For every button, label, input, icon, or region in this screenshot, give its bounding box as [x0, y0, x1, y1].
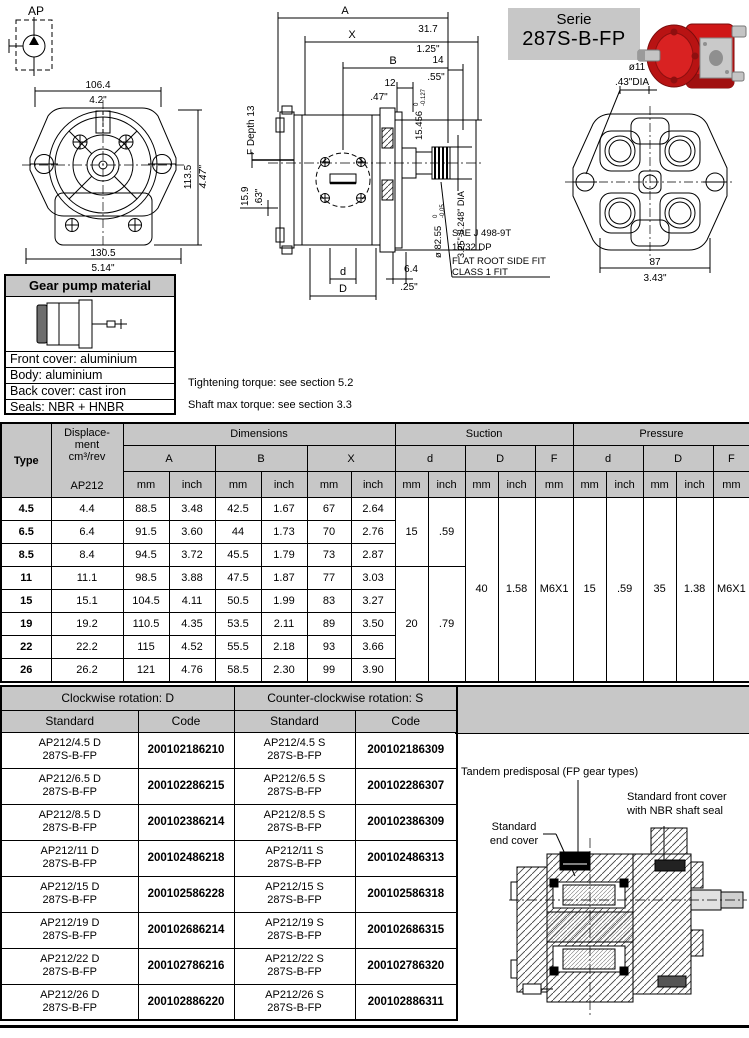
material-box [4, 274, 176, 415]
unit-cell: mm [573, 472, 606, 498]
type-cell: 26 [1, 659, 51, 682]
table-row [1, 840, 457, 876]
dim-cell: 1.79 [261, 544, 307, 567]
disp-line-3: cm³/rev [68, 451, 106, 463]
dim-12-in: .47" [370, 92, 388, 103]
front-width-in: 4.2" [89, 95, 107, 106]
standard-ccw-cell: AP212/19 S 287S-B-FP [234, 912, 355, 948]
unit-cell: mm [215, 472, 261, 498]
dim-cell: 2.87 [351, 544, 395, 567]
dim-cell: 19.2 [51, 613, 123, 636]
col-header-X: X [307, 445, 395, 472]
col-header-suction-d: d [395, 445, 465, 472]
table-row [1, 984, 457, 1020]
standard-cw-cell: AP212/8.5 D 287S-B-FP [1, 804, 138, 840]
code-ccw-cell: 200102386309 [355, 804, 457, 840]
unit-cell: inch [261, 472, 307, 498]
type-cell: 11 [1, 567, 51, 590]
dim-cell: 83 [307, 590, 351, 613]
suction-D-in: 1.58 [498, 498, 535, 682]
dim-x-label: X [348, 29, 356, 41]
dim-cell: 4.52 [169, 636, 215, 659]
dim-14-mm: 14 [432, 55, 444, 66]
unit-cell: mm [123, 472, 169, 498]
dim-cell: 3.48 [169, 498, 215, 521]
dim-317-mm: 31.7 [418, 24, 438, 35]
standard-ccw-cell: AP212/11 S 287S-B-FP [234, 840, 355, 876]
code-ccw-cell: 200102186309 [355, 732, 457, 768]
standard-cw-cell: AP212/26 D 287S-B-FP [1, 984, 138, 1020]
material-body: Body: aluminium [6, 368, 174, 384]
dim-cell: 2.76 [351, 521, 395, 544]
ap-symbol-label: AP [28, 4, 45, 18]
material-seals: Seals: NBR + HNBR [10, 400, 125, 414]
code-cw-cell: 200102586228 [138, 876, 234, 912]
dim-cell: 91.5 [123, 521, 169, 544]
table-row [1, 498, 749, 521]
pump-symbol-lines [9, 17, 52, 76]
dim-cell: 50.5 [215, 590, 261, 613]
col-header-pressure-d: d [573, 445, 643, 472]
note-shaft-torque: Shaft max torque: see section 3.3 [188, 399, 352, 411]
disp-model: AP212 [70, 480, 104, 492]
table-row [1, 876, 457, 912]
standard-ccw-cell: AP212/26 S 287S-B-FP [234, 984, 355, 1020]
header-code-cw: Code [138, 710, 234, 732]
dim-cell: 3.03 [351, 567, 395, 590]
dim-D-label: D [339, 283, 347, 295]
shaft-tol-lo: -0.127 [421, 88, 427, 106]
dim-cell: 67 [307, 498, 351, 521]
dim-cell: 42.5 [215, 498, 261, 521]
dim-cell: 70 [307, 521, 351, 544]
dim-cell: 55.5 [215, 636, 261, 659]
dim-cell: 3.27 [351, 590, 395, 613]
dim-cell: 2.64 [351, 498, 395, 521]
dim-cell: 1.99 [261, 590, 307, 613]
dim-cell: 8.4 [51, 544, 123, 567]
unit-cell: mm [535, 472, 573, 498]
col-header-type: Type [1, 423, 51, 498]
code-cw-cell: 200102486218 [138, 840, 234, 876]
code-ccw-cell: 200102786320 [355, 948, 457, 984]
front-height-mm: 113.5 [183, 164, 194, 190]
code-ccw-cell: 200102486313 [355, 840, 457, 876]
rotation-header-filler [455, 685, 749, 734]
unit-cell: mm [307, 472, 351, 498]
tandem-title: Tandem predisposal (FP gear types) [461, 766, 639, 778]
pressure-d-mm: 15 [573, 498, 606, 682]
suction-d-mm-upper: 15 [395, 498, 428, 567]
standard-cw-cell: AP212/22 D 287S-B-FP [1, 948, 138, 984]
code-cw-cell: 200102686214 [138, 912, 234, 948]
col-header-A: A [123, 445, 215, 472]
table-row [1, 948, 457, 984]
dim-cell: 3.66 [351, 636, 395, 659]
standard-ccw-cell: AP212/15 S 287S-B-FP [234, 876, 355, 912]
dim-cell: 3.88 [169, 567, 215, 590]
col-header-B: B [215, 445, 307, 472]
pressure-F: M6X1 [713, 498, 749, 682]
dim-cell: 121 [123, 659, 169, 682]
col-header-suction-F: F [535, 445, 573, 472]
table-row [1, 912, 457, 948]
unit-cell: inch [606, 472, 643, 498]
front-height-in: 4.47" [198, 165, 209, 189]
dim-a-label: A [341, 5, 349, 17]
dim-cell: 1.87 [261, 567, 307, 590]
front-width-mm: 106.4 [85, 80, 111, 91]
rear-width-mm: 87 [649, 257, 661, 268]
group-header-suction: Suction [395, 423, 573, 445]
code-cw-cell: 200102386214 [138, 804, 234, 840]
code-cw-cell: 200102186210 [138, 732, 234, 768]
dim-cell: 98.5 [123, 567, 169, 590]
pilot-tol-hi: 0 [433, 214, 439, 218]
header-standard-cw: Standard [1, 710, 138, 732]
dim-cell: 3.50 [351, 613, 395, 636]
pressure-D-in: 1.38 [676, 498, 713, 682]
sae-line-3: FLAT ROOT SIDE FIT [452, 256, 546, 267]
code-ccw-cell: 200102286307 [355, 768, 457, 804]
ap-hydraulic-symbol [6, 2, 68, 90]
f-depth-label: F Depth 13 [246, 105, 257, 155]
standard-cw-cell: AP212/6.5 D 287S-B-FP [1, 768, 138, 804]
rear-hole-mm: ø11 [628, 62, 646, 73]
standard-ccw-cell: AP212/6.5 S 287S-B-FP [234, 768, 355, 804]
header-counter-clockwise: Counter-clockwise rotation: S [234, 686, 457, 710]
series-code: 287S-B-FP [522, 28, 626, 50]
dim-cell: 3.90 [351, 659, 395, 682]
standard-ccw-cell: AP212/22 S 287S-B-FP [234, 948, 355, 984]
material-box-title: Gear pump material [6, 276, 174, 297]
pilot-dia-in: 3.25"-3.248" DIA [456, 191, 466, 258]
dim-cell: 6.4 [51, 521, 123, 544]
tandem-end-cover-label: Standard end cover [489, 821, 539, 847]
dim-cell: 15.1 [51, 590, 123, 613]
dim-cell: 2.30 [261, 659, 307, 682]
header-clockwise: Clockwise rotation: D [1, 686, 234, 710]
dim-d-label: d [339, 266, 347, 278]
suction-d-in-upper: .59 [428, 498, 465, 567]
front-view-drawing [18, 78, 230, 290]
sae-line-2: 16/32 DP [452, 242, 492, 253]
code-cw-cell: 200102786216 [138, 948, 234, 984]
dim-cell: 3.72 [169, 544, 215, 567]
dim-cell: 58.5 [215, 659, 261, 682]
suction-d-in-lower: .79 [428, 567, 465, 682]
dim-64-mm: 6.4 [404, 264, 418, 275]
col-header-pressure-F: F [713, 445, 749, 472]
standard-cw-cell: AP212/11 D 287S-B-FP [1, 840, 138, 876]
table-row [1, 768, 457, 804]
unit-cell: inch [169, 472, 215, 498]
pressure-d-in: .59 [606, 498, 643, 682]
pilot-tol-lo: -0.05 [440, 204, 446, 218]
dim-cell: 4.4 [51, 498, 123, 521]
unit-cell: mm [395, 472, 428, 498]
dim-cell: 44 [215, 521, 261, 544]
dim-cell: 104.5 [123, 590, 169, 613]
disp-line-1: Displace- [64, 427, 110, 439]
pressure-D-mm: 35 [643, 498, 676, 682]
material-box-image [6, 297, 174, 352]
dim-cell: 1.73 [261, 521, 307, 544]
col-header-pressure-D: D [643, 445, 713, 472]
dim-cell: 93 [307, 636, 351, 659]
unit-cell: inch [428, 472, 465, 498]
dim-64-in: .25" [400, 282, 418, 293]
unit-cell: inch [676, 472, 713, 498]
shaft-tol-hi: 0 [414, 102, 420, 106]
type-cell: 19 [1, 613, 51, 636]
rotation-code-table [0, 685, 458, 1021]
type-cell: 4.5 [1, 498, 51, 521]
standard-ccw-cell: AP212/8.5 S 287S-B-FP [234, 804, 355, 840]
note-tightening-torque: Tightening torque: see section 5.2 [188, 377, 354, 389]
dim-cell: 4.35 [169, 613, 215, 636]
type-cell: 8.5 [1, 544, 51, 567]
material-front-cover: Front cover: aluminium [6, 352, 174, 368]
unit-cell: mm [465, 472, 498, 498]
dim-cell: 11.1 [51, 567, 123, 590]
col-header-suction-D: D [465, 445, 535, 472]
dim-12-mm: 12 [384, 78, 396, 89]
dim-b-label: B [389, 55, 397, 67]
group-header-dimensions: Dimensions [123, 423, 395, 445]
pump-side-icon [15, 299, 165, 349]
front-view-lines [22, 87, 202, 264]
tandem-front-cover-label: Standard front cover with NBR shaft seal [627, 791, 727, 817]
suction-D-mm: 40 [465, 498, 498, 682]
dim-cell: 4.76 [169, 659, 215, 682]
dim-cell: 4.11 [169, 590, 215, 613]
dim-cell: 2.18 [261, 636, 307, 659]
dim-cell: 99 [307, 659, 351, 682]
dim-cell: 73 [307, 544, 351, 567]
dim-cell: 2.11 [261, 613, 307, 636]
code-cw-cell: 200102886220 [138, 984, 234, 1020]
code-ccw-cell: 200102886311 [355, 984, 457, 1020]
col-header-displacement [51, 423, 123, 498]
unit-cell: mm [713, 472, 749, 498]
group-header-pressure: Pressure [573, 423, 749, 445]
rear-width-in: 3.43" [643, 273, 667, 284]
type-cell: 6.5 [1, 521, 51, 544]
dim-cell: 47.5 [215, 567, 261, 590]
rear-view-drawing [545, 46, 749, 292]
standard-cw-cell: AP212/19 D 287S-B-FP [1, 912, 138, 948]
code-ccw-cell: 200102686315 [355, 912, 457, 948]
bottom-rule [0, 1025, 749, 1028]
shaft-dia-mm: 15.456 [414, 110, 425, 140]
dim-159-mm: 15.9 [240, 186, 251, 206]
dim-cell: 110.5 [123, 613, 169, 636]
dim-cell: 88.5 [123, 498, 169, 521]
dim-cell: 94.5 [123, 544, 169, 567]
material-back-cover: Back cover: cast iron [6, 384, 174, 400]
dim-cell: 77 [307, 567, 351, 590]
type-cell: 22 [1, 636, 51, 659]
disp-line-2: ment [74, 439, 100, 451]
dim-cell: 53.5 [215, 613, 261, 636]
header-code-ccw: Code [355, 710, 457, 732]
standard-ccw-cell: AP212/4.5 S 287S-B-FP [234, 732, 355, 768]
standard-cw-cell: AP212/4.5 D 287S-B-FP [1, 732, 138, 768]
table-row [1, 732, 457, 768]
rear-view-lines [565, 86, 735, 273]
series-label: Serie [556, 11, 592, 28]
dim-cell: 115 [123, 636, 169, 659]
front-base-in: 5.14" [91, 263, 115, 274]
unit-cell: inch [498, 472, 535, 498]
dimensions-table [0, 422, 749, 683]
dim-cell: 22.2 [51, 636, 123, 659]
dim-317-in: 1.25" [416, 44, 440, 55]
type-cell: 15 [1, 590, 51, 613]
standard-cw-cell: AP212/15 D 287S-B-FP [1, 876, 138, 912]
dim-159-in: .63" [254, 188, 265, 206]
rear-hole-in: .43"DIA [614, 77, 650, 88]
table-row [1, 804, 457, 840]
sae-line-1: SAE J 498-9T [452, 228, 512, 239]
flow-arrow [29, 36, 39, 45]
dim-cell: 1.67 [261, 498, 307, 521]
pilot-dia-mm: ø 82.55 [433, 225, 444, 258]
dim-cell: 3.60 [169, 521, 215, 544]
dim-cell: 45.5 [215, 544, 261, 567]
unit-cell: inch [351, 472, 395, 498]
front-base-mm: 130.5 [90, 248, 116, 259]
code-cw-cell: 200102286215 [138, 768, 234, 804]
section-shapes [509, 828, 747, 1016]
dim-cell: 89 [307, 613, 351, 636]
dim-cell: 26.2 [51, 659, 123, 682]
suction-F: M6X1 [535, 498, 573, 682]
dim-14-in: .55" [427, 72, 445, 83]
header-standard-ccw: Standard [234, 710, 355, 732]
suction-d-mm-lower: 20 [395, 567, 428, 682]
code-ccw-cell: 200102586318 [355, 876, 457, 912]
sae-line-4: CLASS 1 FIT [452, 267, 508, 278]
unit-cell: mm [643, 472, 676, 498]
